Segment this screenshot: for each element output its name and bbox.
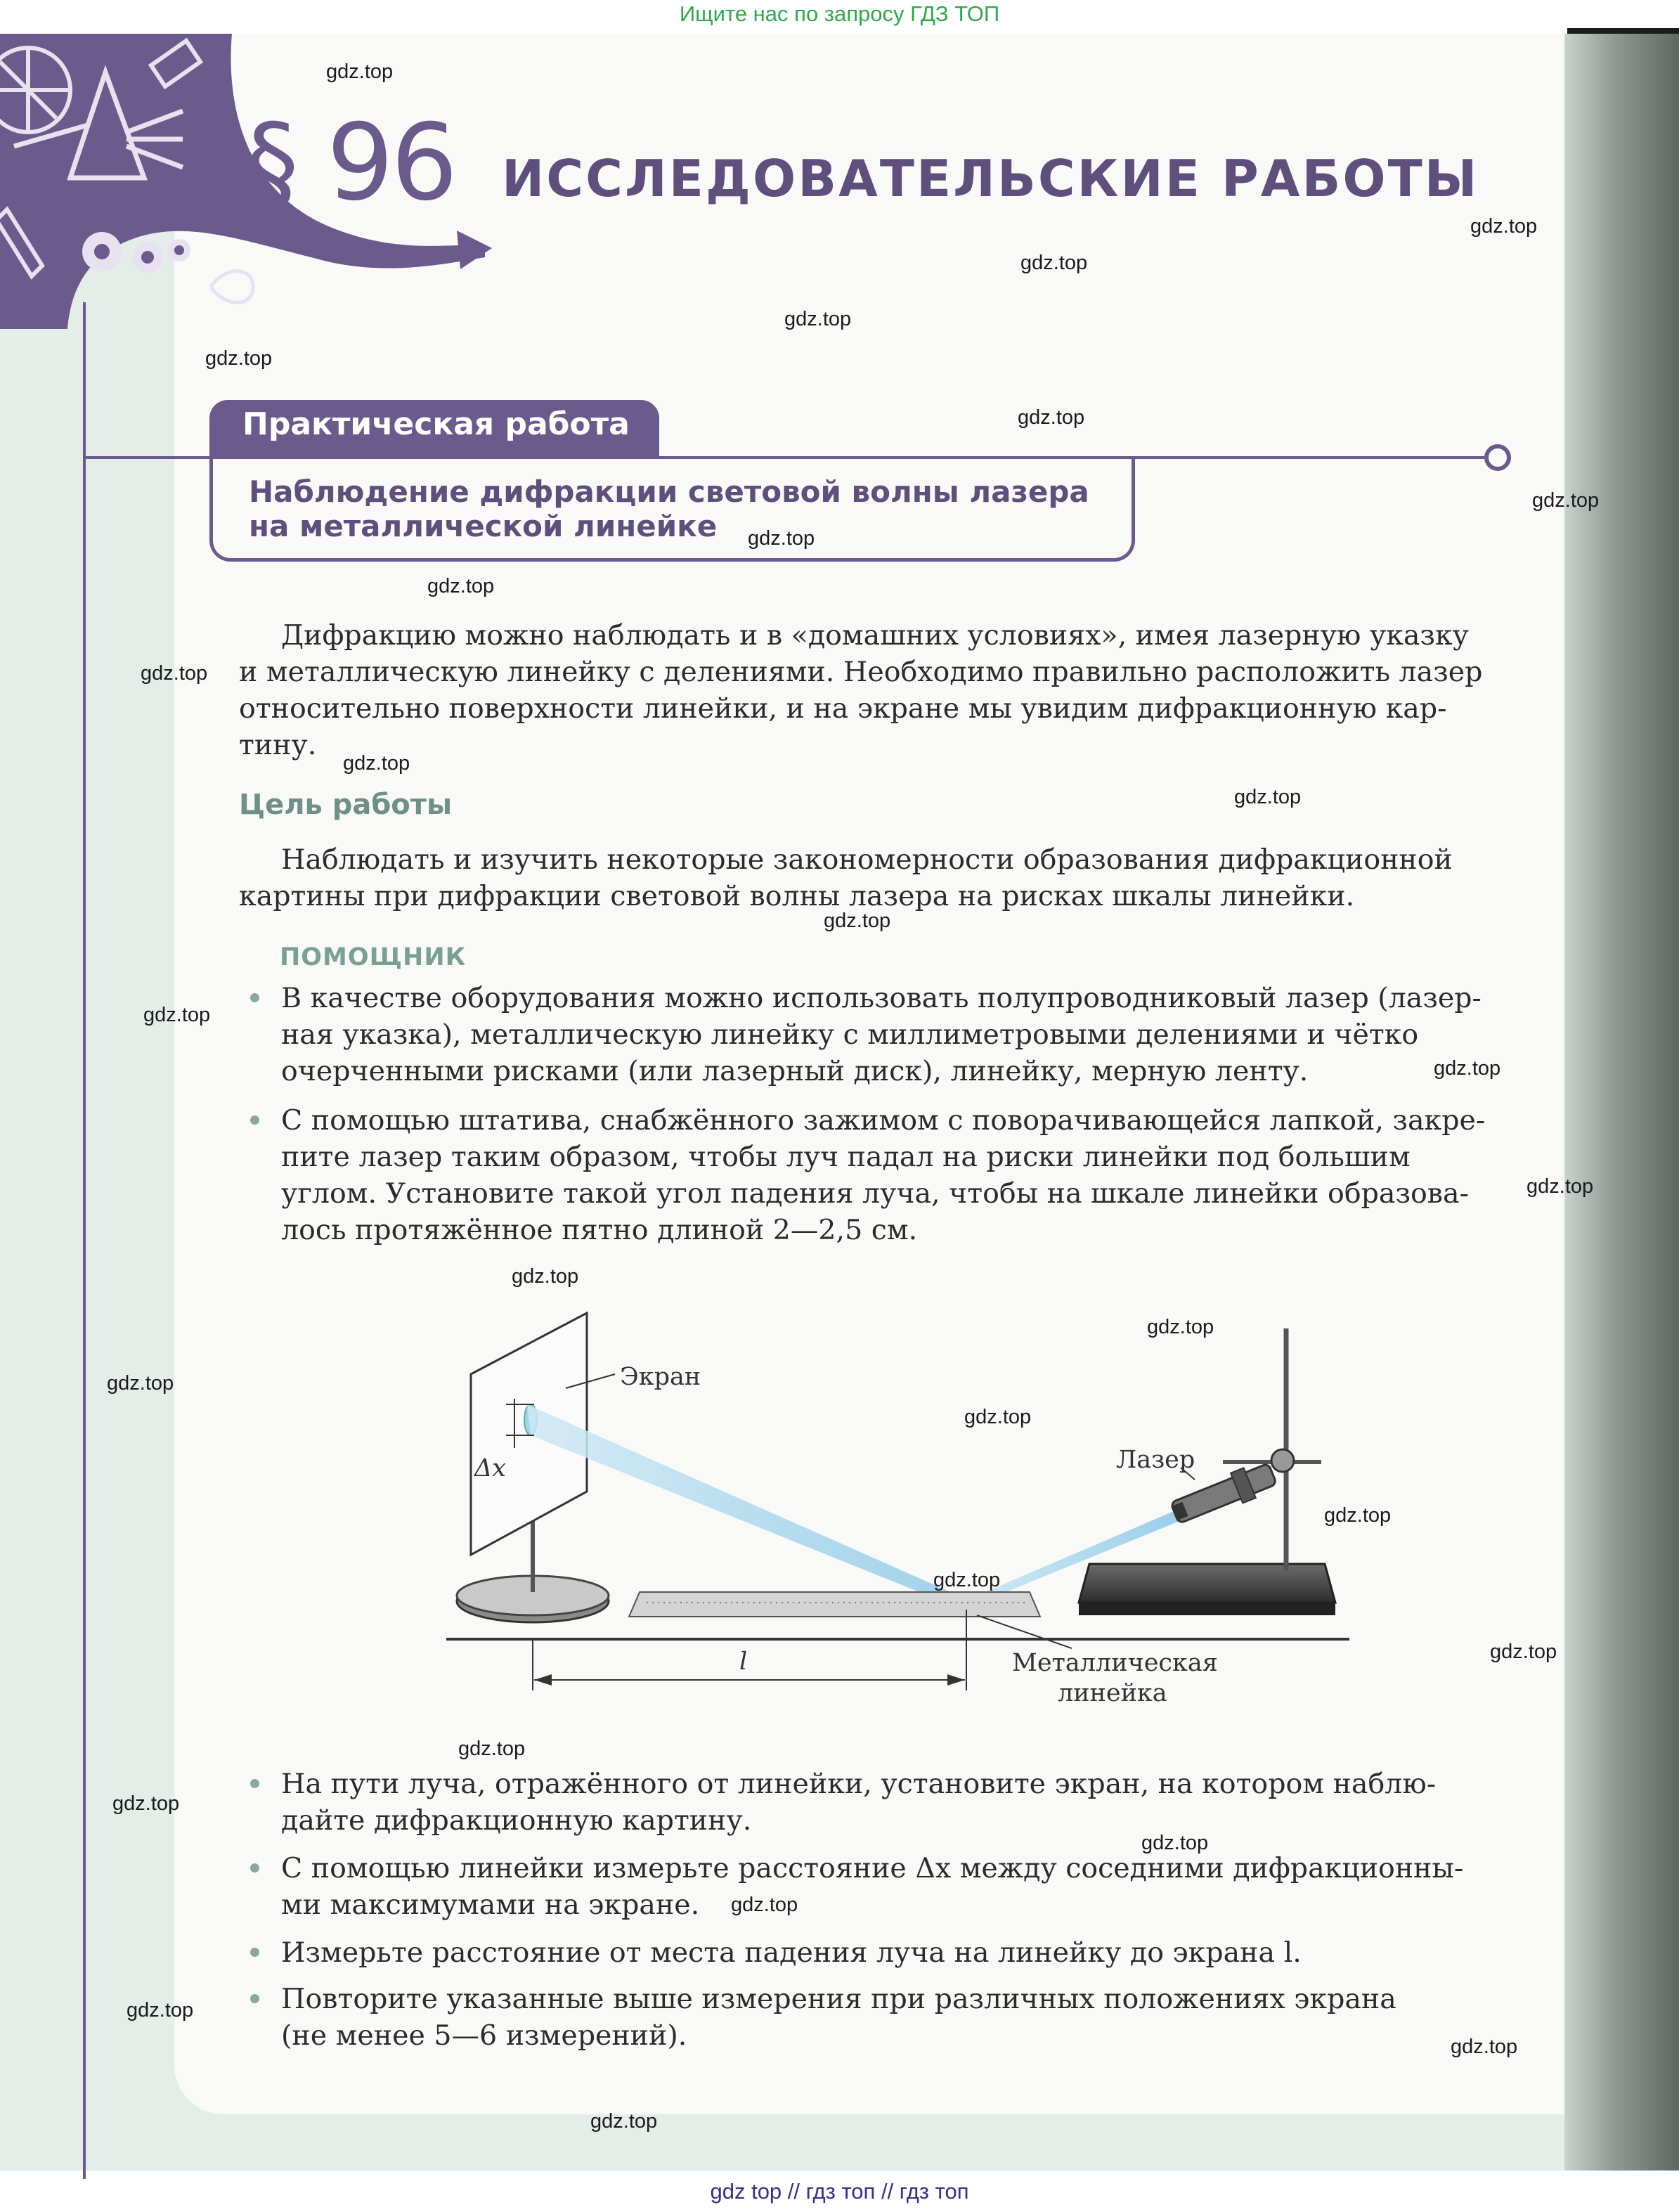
text-line: ная указка), металлическую линейку с миллиметровыми делениями и чётко <box>281 1018 1419 1051</box>
laser-stand-base-front <box>1079 1603 1335 1615</box>
watermark: gdz.top <box>127 1999 194 2022</box>
infinity-icon <box>211 271 253 303</box>
ruler-label-line: линейка <box>1058 1679 1167 1707</box>
watermark: gdz.top <box>1451 2036 1518 2058</box>
text-line: и металлическую линейку с делениями. Необходимо правильно расположить лазер <box>239 656 1483 688</box>
watermark: gdz.top <box>143 1004 211 1026</box>
text-line: (не менее 5—6 измерений). <box>281 2019 687 2052</box>
watermark: gdz.top <box>731 1894 798 1916</box>
chapter-title: ИССЛЕДОВАТЕЛЬСКИЕ РАБОТЫ <box>502 149 1479 208</box>
watermark: gdz.top <box>112 1792 180 1815</box>
ruler-label-line: Металлическая <box>1012 1649 1218 1677</box>
delta-x-label: Δx <box>474 1454 507 1482</box>
watermark: gdz.top <box>590 2110 658 2133</box>
watermark: gdz.top <box>933 1569 1001 1591</box>
watermark: gdz.top <box>1532 489 1600 512</box>
text-line: С помощью линейки измерьте расстояние Δx между соседними дифракционны- <box>281 1852 1464 1884</box>
watermark: gdz.top <box>1234 786 1302 808</box>
diffraction-setup-figure <box>436 1307 1363 1729</box>
watermark: gdz.top <box>1434 1057 1501 1080</box>
text-line: Наблюдать и изучить некоторые закономерности образования дифракционной <box>281 843 1453 876</box>
intro-paragraph <box>239 617 1518 763</box>
text-line: Измерьте расстояние от места падения луча на линейку до экрана l. <box>281 1936 1302 1969</box>
step-bullet <box>281 1850 1519 1923</box>
ruler-label-leader <box>977 1615 1072 1648</box>
watermark: gdz.top <box>1141 1832 1209 1854</box>
practical-title-line: Наблюдение дифракции световой волны лазера <box>249 474 1089 509</box>
watermark: gdz.top <box>1020 252 1088 274</box>
text-line: Дифракцию можно наблюдать и в «домашних условиях», имея лазерную указку <box>281 619 1469 652</box>
helper-bullet <box>281 1102 1519 1248</box>
goal-heading: Цель работы <box>239 789 453 821</box>
watermark: gdz.top <box>343 752 410 775</box>
text-line: лось протяжённое пятно длиной 2—2,5 см. <box>281 1214 918 1246</box>
bullet-dot <box>250 993 259 1002</box>
watermark: gdz.top <box>1018 406 1085 429</box>
text-line: относительно поверхности линейки, и на экране мы увидим дифракционную кар- <box>239 692 1447 725</box>
watermark: gdz.top <box>1526 1175 1594 1198</box>
reflected-beam <box>527 1404 966 1610</box>
text-line: Повторите указанные выше измерения при различных положениях экрана <box>281 1983 1396 2015</box>
laser-clamp-knob <box>1271 1449 1294 1472</box>
bullet-dot <box>250 1779 259 1788</box>
text-line: На пути луча, отражённого от линейки, установите экран, на котором наблю- <box>281 1768 1437 1800</box>
goal-paragraph <box>239 841 1518 914</box>
helper-bullet <box>281 980 1519 1089</box>
watermark: gdz.top <box>427 575 495 597</box>
text-line: тину. <box>239 729 317 761</box>
step-bullet <box>281 1934 1519 1971</box>
text-line: углом. Установите такой угол падения луча, чтобы на шкале линейки образова- <box>281 1177 1469 1210</box>
text-line: пите лазер таким образом, чтобы луч падал на риски линейки под большим <box>281 1141 1411 1173</box>
text-line: очерченными рисками (или лазерный диск), линейку, мерную ленту. <box>281 1055 1309 1087</box>
bullet-dot <box>250 1863 259 1873</box>
watermark: gdz.top <box>1490 1641 1557 1663</box>
screen-label: Экран <box>620 1363 701 1391</box>
text-line: С помощью штатива, снабжённого зажимом с поворачивающейся лапкой, закре- <box>281 1104 1486 1137</box>
watermark: gdz.top <box>458 1738 526 1760</box>
bullet-dot <box>250 1994 259 2003</box>
laser-label: Лазер <box>1116 1446 1195 1474</box>
watermark: gdz.top <box>107 1372 174 1395</box>
watermark: gdz.top <box>964 1406 1032 1428</box>
distance-arrow-head-right <box>947 1674 965 1686</box>
text-line: ми максимумами на экране. <box>281 1889 700 1921</box>
text-line: дайте дифракционную картину. <box>281 1804 752 1837</box>
distance-label: l <box>739 1648 748 1676</box>
watermark: gdz.top <box>824 910 891 932</box>
practical-title-line: на металлической линейке <box>249 509 718 543</box>
text-line: В качестве оборудования можно использовать полупроводниковый лазер (лазер- <box>281 982 1482 1014</box>
practical-tab-label: Практическая работа <box>242 406 630 442</box>
margin-line <box>83 302 86 2179</box>
top-promo-link[interactable]: Ищите нас по запросу ГДЗ ТОП <box>679 1 1000 26</box>
metal-ruler <box>629 1592 1040 1617</box>
distance-arrow-head-left <box>534 1674 552 1686</box>
section-number: § 96 <box>246 102 455 224</box>
bullet-dot <box>250 1948 259 1957</box>
watermark: gdz.top <box>1147 1316 1214 1338</box>
watermark: gdz.top <box>1324 1504 1392 1527</box>
watermark: gdz.top <box>784 308 852 330</box>
step-bullet <box>281 1766 1519 1839</box>
step-bullet <box>281 1981 1519 2054</box>
laser-stand-base <box>1079 1564 1335 1603</box>
arrow-icon <box>457 231 492 269</box>
rule-end-dot <box>1484 444 1511 471</box>
text-line: картины при дифракции световой волны лазера на рисках шкалы линейки. <box>239 880 1355 912</box>
book-spine <box>1564 34 1679 2178</box>
watermark: gdz.top <box>1470 215 1538 238</box>
watermark: gdz.top <box>512 1265 579 1288</box>
watermark: gdz.top <box>205 347 273 370</box>
watermark: gdz.top <box>748 527 815 550</box>
bottom-promo-link[interactable]: gdz top // гдз топ // гдз топ <box>710 2179 969 2204</box>
bullet-dot <box>250 1115 259 1125</box>
watermark: gdz.top <box>141 662 208 685</box>
helper-heading: ПОМОЩНИК <box>280 943 467 971</box>
watermark: gdz.top <box>326 60 394 83</box>
